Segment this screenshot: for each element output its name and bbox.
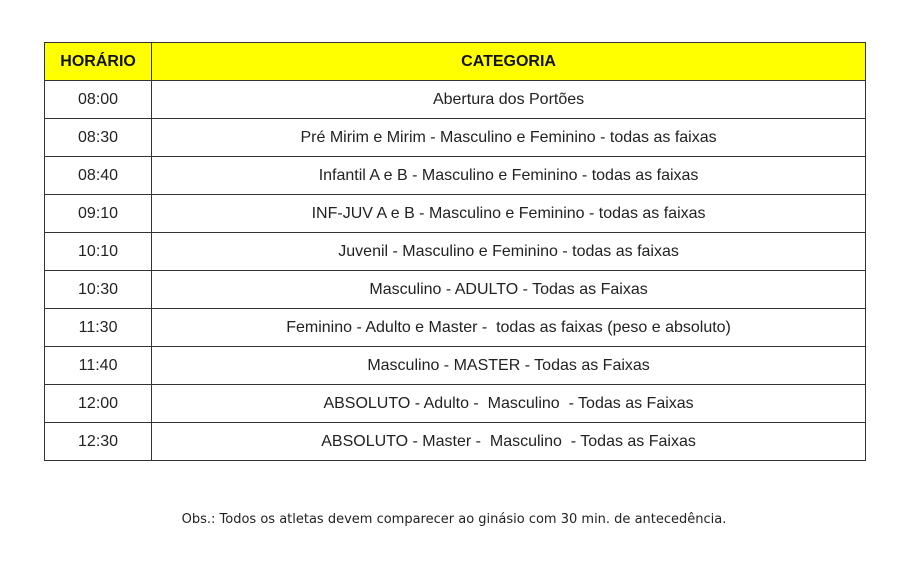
row-time: 11:30 — [45, 309, 152, 347]
row-time: 10:10 — [45, 233, 152, 271]
row-time: 12:30 — [45, 423, 152, 461]
header-category: CATEGORIA — [152, 43, 866, 81]
row-time: 08:40 — [45, 157, 152, 195]
table-row — [45, 119, 866, 157]
row-category: Masculino - ADULTO - Todas as Faixas — [152, 271, 866, 309]
table-row — [45, 233, 866, 271]
row-category: ABSOLUTO - Master - Masculino - Todas as Faixas — [152, 423, 866, 461]
header-time: HORÁRIO — [45, 43, 152, 81]
table-row — [45, 423, 866, 461]
row-category: Abertura dos Portões — [152, 81, 866, 119]
row-time: 12:00 — [45, 385, 152, 423]
table-row — [45, 271, 866, 309]
row-category: INF-JUV A e B - Masculino e Feminino - todas as faixas — [152, 195, 866, 233]
table-header-row — [45, 43, 866, 81]
table-row — [45, 157, 866, 195]
row-category: Masculino - MASTER - Todas as Faixas — [152, 347, 866, 385]
footnote: Obs.: Todos os atletas devem comparecer ao ginásio com 30 min. de antecedência. — [181, 512, 727, 527]
row-category: ABSOLUTO - Adulto - Masculino - Todas as Faixas — [152, 385, 866, 423]
row-time: 08:00 — [45, 81, 152, 119]
row-time: 11:40 — [45, 347, 152, 385]
row-time: 08:30 — [45, 119, 152, 157]
table-row — [45, 195, 866, 233]
row-category: Infantil A e B - Masculino e Feminino - todas as faixas — [152, 157, 866, 195]
row-category: Pré Mirim e Mirim - Masculino e Feminino - todas as faixas — [152, 119, 866, 157]
row-category: Feminino - Adulto e Master - todas as faixas (peso e absoluto) — [152, 309, 866, 347]
table-row — [45, 309, 866, 347]
row-time: 09:10 — [45, 195, 152, 233]
row-time: 10:30 — [45, 271, 152, 309]
table-row — [45, 385, 866, 423]
row-category: Juvenil - Masculino e Feminino - todas as faixas — [152, 233, 866, 271]
table-row — [45, 347, 866, 385]
schedule-table — [44, 42, 866, 461]
table-row — [45, 81, 866, 119]
